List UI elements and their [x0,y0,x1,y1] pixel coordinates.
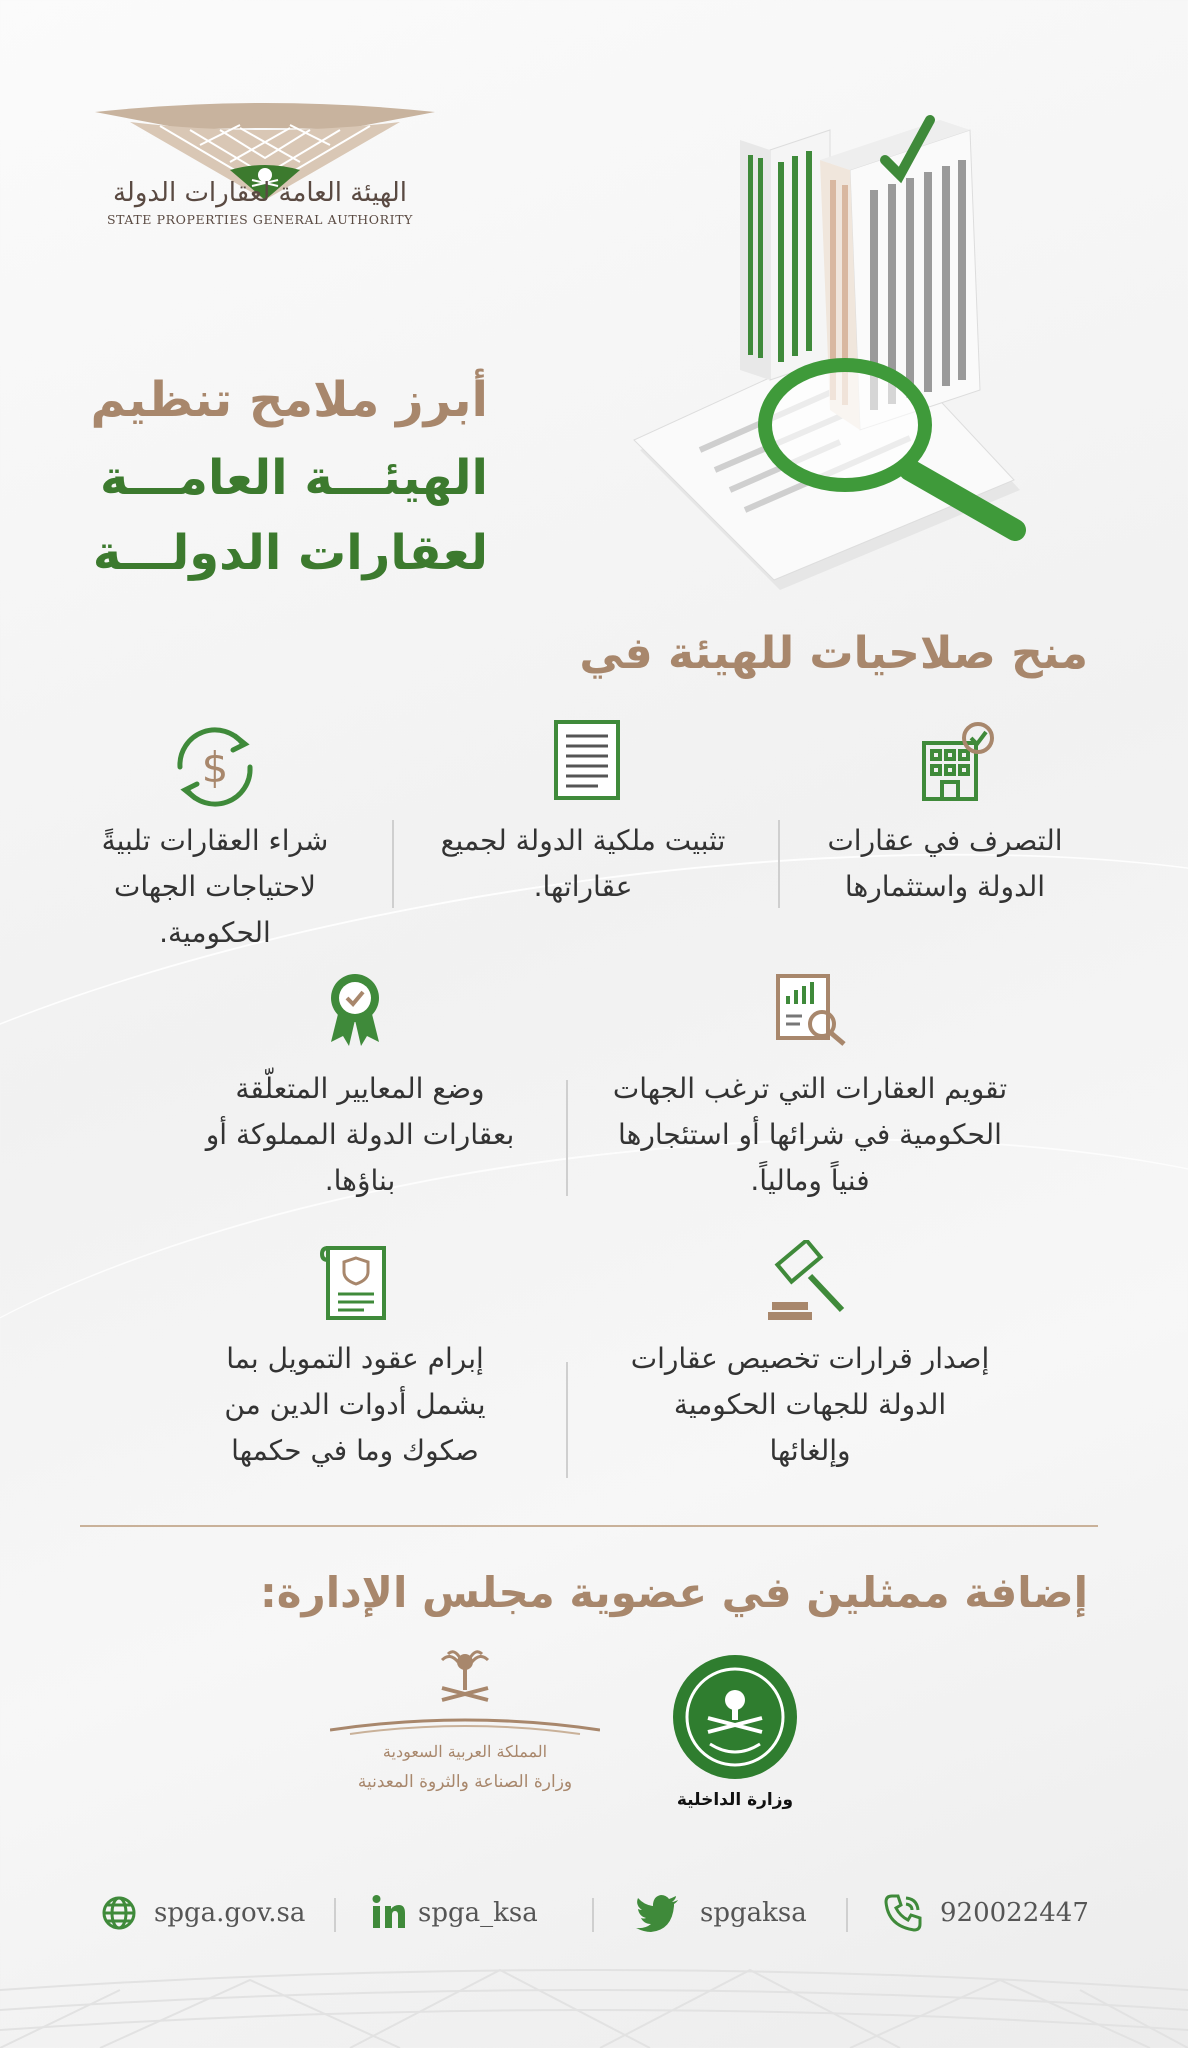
org-name-arabic: الهيئة العامة لعقارات الدولة [112,178,408,208]
twitter-link[interactable]: spgaksa [700,1898,807,1928]
column-divider [566,1080,568,1196]
phone-number[interactable]: 920022447 [940,1898,1089,1928]
feature-text: وضع المعايير المتعلّقة بعقارات الدولة المملوكة أو بناؤها. [205,1072,515,1197]
svg-text:$: $ [201,743,229,792]
globe-icon [100,1894,138,1932]
section-heading: منح صلاحيات للهيئة في [579,628,1088,679]
building-check-icon [912,718,1002,808]
feature-text: إصدار قرارات تخصيص عقارات الدولة للجهات الحكومية وإلغائها [630,1342,990,1467]
report-search-icon [772,970,852,1050]
dollar-cycle-icon [165,722,265,812]
org-name-english: STATE PROPERTIES GENERAL AUTHORITY [106,212,413,227]
ministry-of-industry-line-1: المملكة العربية السعودية [382,1742,548,1761]
section-divider [80,1525,1098,1527]
feature-text: شراء العقارات تلبيةً لاحتياجات الجهات الحكومية. [101,824,329,949]
page-title-line-2: الهيئـــة العامـــة [99,450,488,506]
page-title-line-1: أبرز ملامح تنظيم [90,372,488,428]
twitter-icon [636,1894,680,1932]
ministry-of-industry-logo [330,1650,600,1820]
document-icon [552,718,624,804]
column-divider [392,820,394,908]
ministry-of-interior-logo [670,1652,800,1782]
page-title-line-3: لعقارات الدولـــة [92,525,488,581]
ministry-of-interior-label: وزارة الداخلية [676,1790,794,1810]
website-link[interactable]: spga.gov.sa [154,1898,306,1928]
contact-divider [846,1898,848,1932]
contact-divider [334,1898,336,1932]
contract-scroll-icon [320,1240,392,1324]
gavel-icon [766,1240,850,1324]
board-heading: إضافة ممثلين في عضوية مجلس الإدارة: [259,1568,1088,1617]
linkedin-icon [370,1894,408,1932]
phone-icon [884,1894,922,1932]
column-divider [778,820,780,908]
feature-text: التصرف في عقارات الدولة واستثمارها [827,824,1063,903]
contact-divider [592,1898,594,1932]
buildings-magnifier-illustration [620,90,1040,590]
linkedin-link[interactable]: spga_ksa [418,1898,538,1928]
award-badge-icon [325,970,385,1050]
feature-text: تقويم العقارات التي ترغب الجهات الحكومية في شرائها أو استئجارها فنياً ومالياً. [612,1072,1008,1197]
column-divider [566,1362,568,1478]
footer-pattern [0,1950,1188,2048]
ministry-of-industry-line-2: وزارة الصناعة والثروة المعدنية [357,1772,573,1792]
feature-text: تثبيت ملكية الدولة لجميع عقاراتها. [440,824,726,903]
feature-text: إبرام عقود التمويل بما يشمل أدوات الدين من صكوك وما في حكمها [224,1342,486,1467]
